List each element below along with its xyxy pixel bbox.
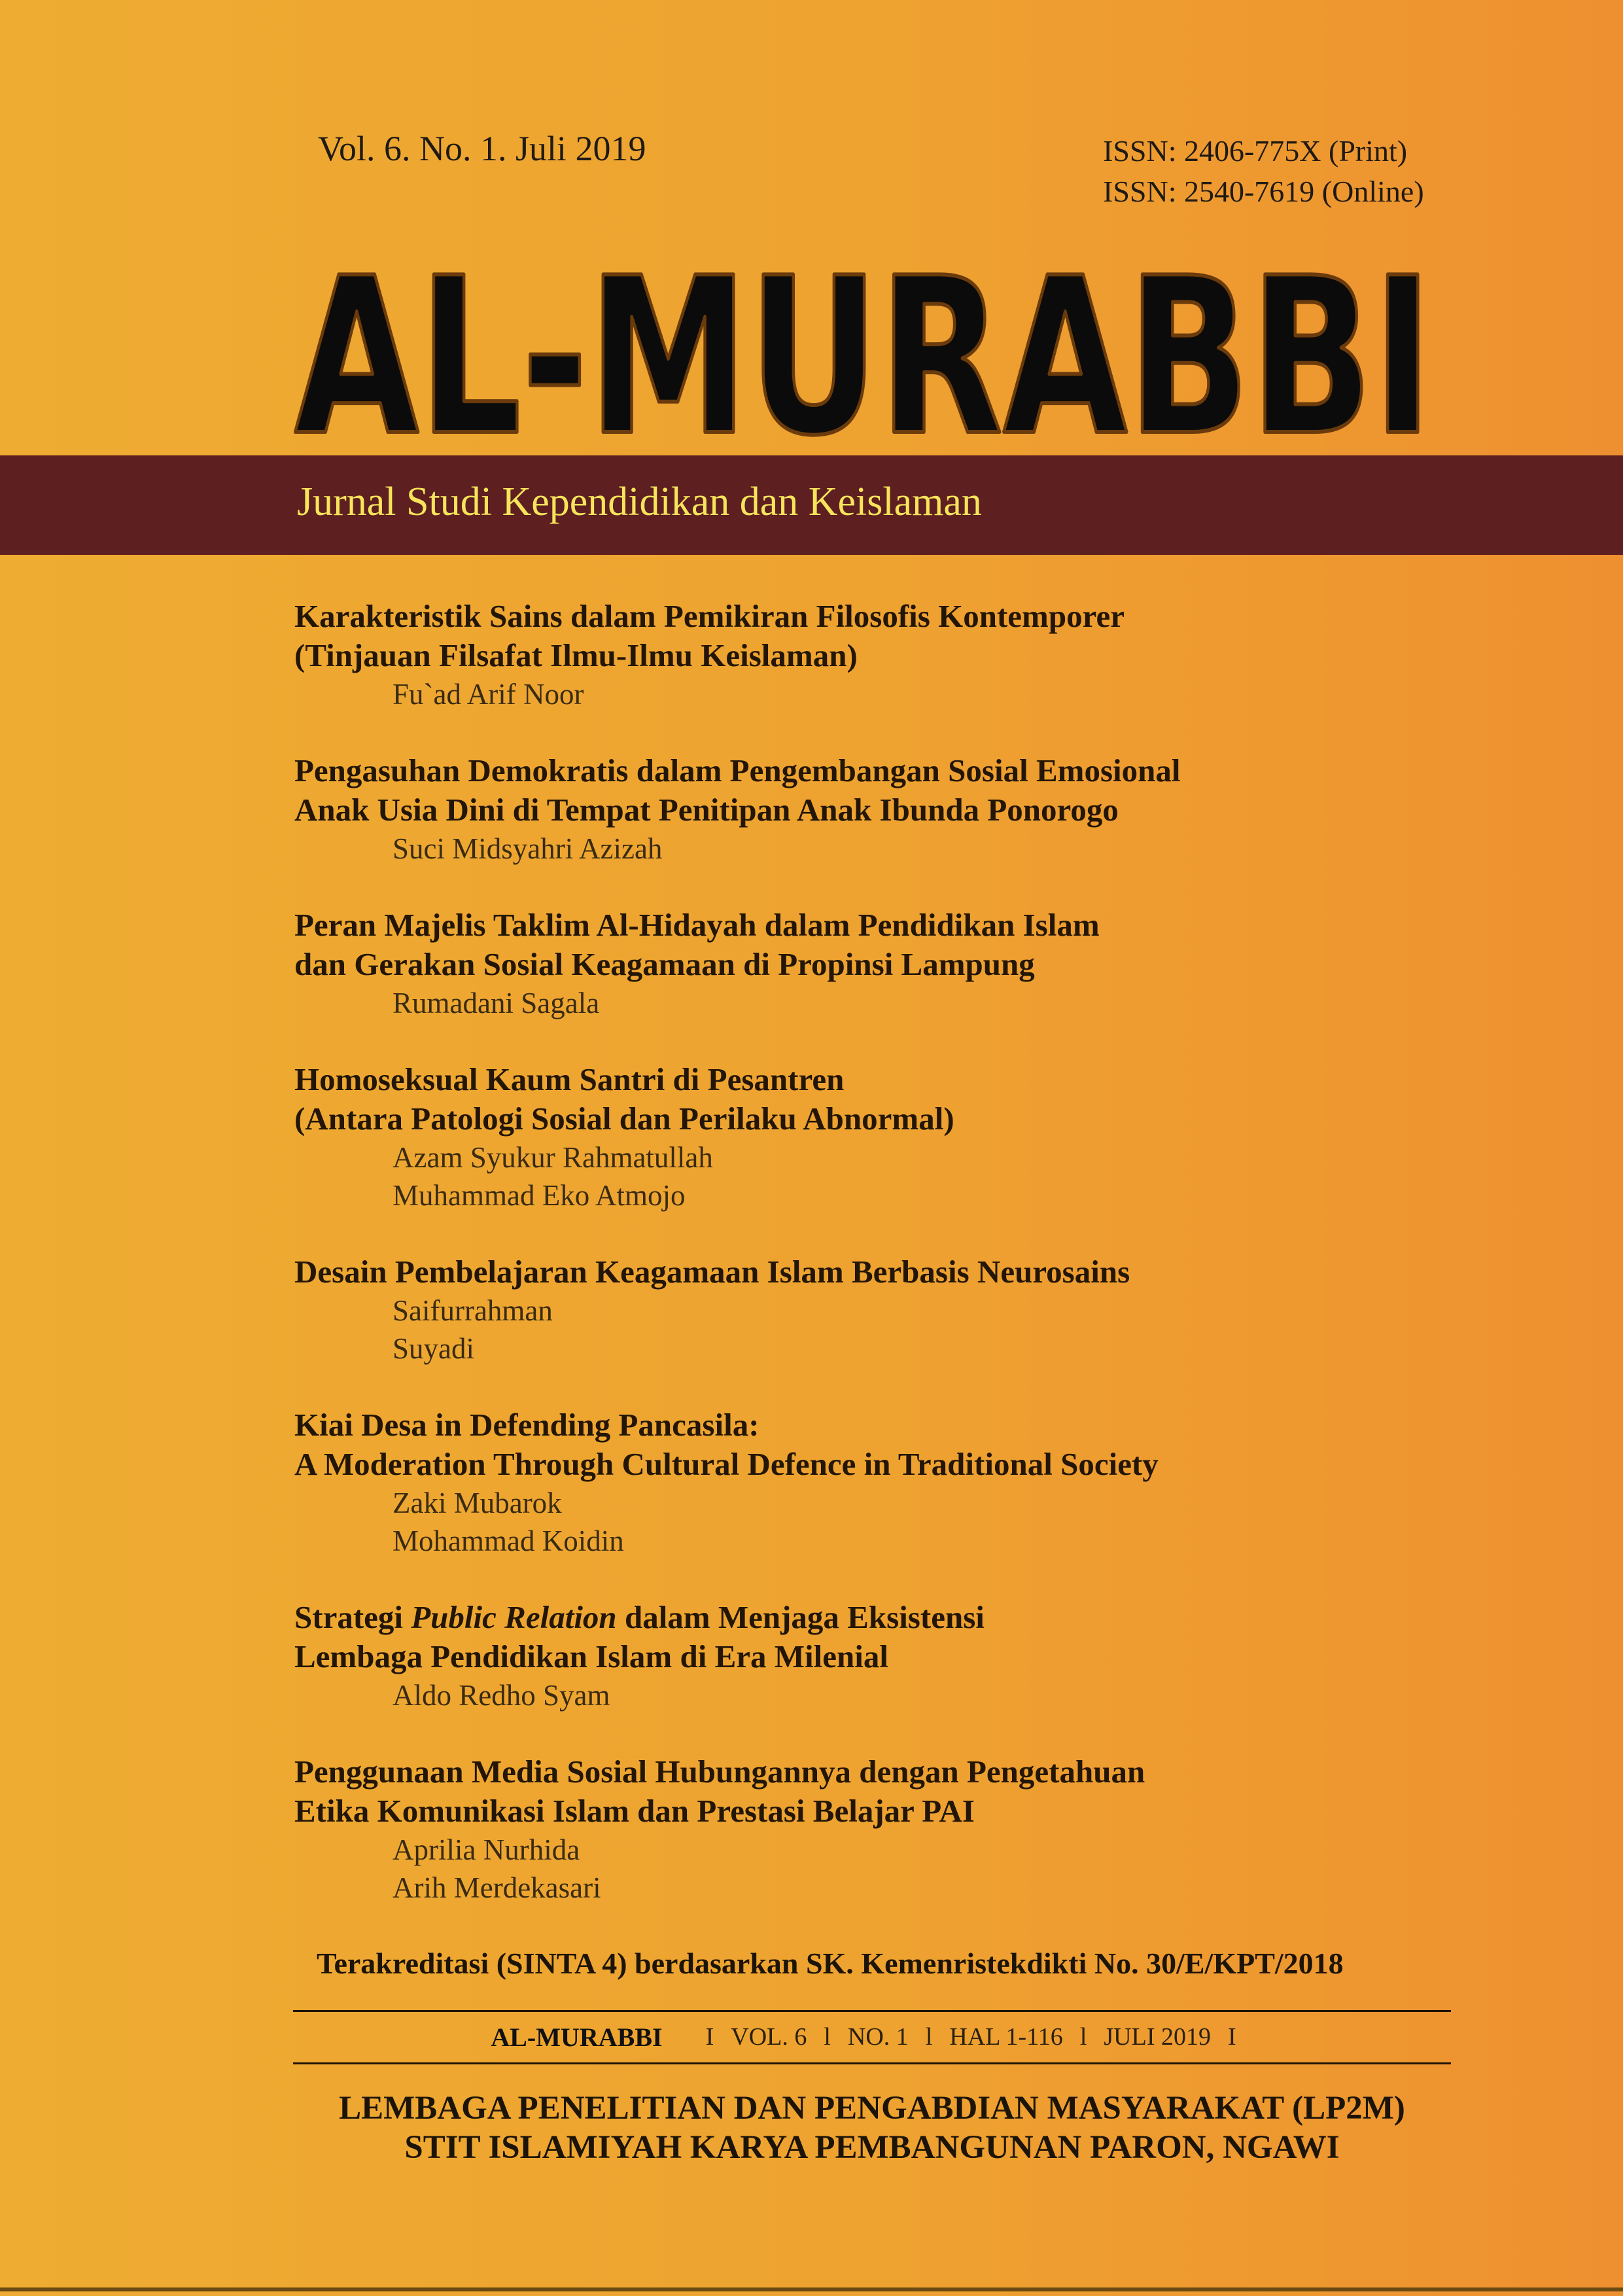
- article-title-line: Penggunaan Media Sosial Hubungannya dengan Pengetahuan: [294, 1754, 1145, 1790]
- issue-separator: l: [925, 2023, 933, 2051]
- issue-item: VOL. 6: [731, 2023, 807, 2051]
- article-entry: [294, 751, 1570, 868]
- issn-block: [1103, 131, 1424, 212]
- italic-phrase: Public Relation: [411, 1599, 617, 1635]
- article-entry: [294, 597, 1570, 713]
- journal-subtitle: Jurnal Studi Kependidikan dan Keislaman: [297, 480, 982, 524]
- article-entry: [294, 1752, 1570, 1907]
- publisher-line-2: STIT ISLAMIYAH KARYA PEMBANGUNAN PARON, NGAWI: [404, 2129, 1340, 2166]
- divider-bottom: [293, 2062, 1451, 2064]
- article-title-line: Etika Komunikasi Islam dan Prestasi Belajar PAI: [294, 1793, 975, 1829]
- article-title-line: Desain Pembelajaran Keagamaan Islam Berbasis Neurosains: [294, 1254, 1130, 1290]
- article-entry: [294, 1060, 1570, 1214]
- article-title-line: Homoseksual Kaum Santri di Pesantren: [294, 1061, 845, 1097]
- journal-name: AL-MURABBI: [294, 247, 1433, 444]
- article-author: Arih Merdekasari: [393, 1871, 601, 1904]
- article-entry: [294, 906, 1570, 1022]
- article-author: Rumadani Sagala: [393, 987, 600, 1019]
- article-title-line: (Tinjauan Filsafat Ilmu-Ilmu Keislaman): [294, 637, 858, 673]
- issn-online: ISSN: 2540-7619 (Online): [1103, 175, 1424, 208]
- issue-separator: l: [824, 2023, 831, 2051]
- article-title-line: A Moderation Through Cultural Defence in Traditional Society: [294, 1446, 1159, 1482]
- volume-info: Vol. 6. No. 1. Juli 2019: [318, 129, 646, 168]
- article-author: Mohammad Koidin: [393, 1525, 624, 1557]
- article-author: Zaki Mubarok: [393, 1487, 562, 1519]
- issn-print: ISSN: 2406-775X (Print): [1103, 134, 1408, 168]
- subtitle-band: [0, 455, 1623, 555]
- article-author: Azam Syukur Rahmatullah: [393, 1141, 713, 1174]
- issue-brand: AL-MURABBI: [491, 2022, 663, 2052]
- article-title-line: Strategi Public Relation dalam Menjaga Eksistensi: [294, 1599, 985, 1635]
- issue-item: HAL 1-116: [949, 2023, 1063, 2051]
- publisher-line-1: LEMBAGA PENELITIAN DAN PENGABDIAN MASYARAKAT (LP2M): [339, 2090, 1405, 2127]
- divider-top: [293, 2010, 1451, 2012]
- issue-separator: I: [1227, 2023, 1236, 2051]
- article-author: Suci Midsyahri Azizah: [393, 832, 663, 865]
- article-title-line: Karakteristik Sains dalam Pemikiran Filosofis Kontemporer: [294, 598, 1125, 634]
- issue-item: JULI 2019: [1104, 2023, 1211, 2051]
- article-title-line: (Antara Patologi Sosial dan Perilaku Abnormal): [294, 1101, 954, 1137]
- article-author: Aldo Redho Syam: [393, 1679, 610, 1712]
- article-entry: [294, 1405, 1570, 1560]
- article-author: Fu`ad Arif Noor: [393, 678, 584, 711]
- article-title-line: Pengasuhan Demokratis dalam Pengembangan Sosial Emosional: [294, 752, 1181, 788]
- accreditation-note: Terakreditasi (SINTA 4) berdasarkan SK. Kemenristekdikti No. 30/E/KPT/2018: [317, 1947, 1344, 1980]
- article-entry: [294, 1252, 1570, 1368]
- article-author: Saifurrahman: [393, 1294, 553, 1327]
- issue-separator: l: [1079, 2023, 1087, 2051]
- article-author: Aprilia Nurhida: [393, 1833, 580, 1866]
- article-title-line: dan Gerakan Sosial Keagamaan di Propinsi Lampung: [294, 946, 1035, 982]
- article-title-line: Anak Usia Dini di Tempat Penitipan Anak Ibunda Ponorogo: [294, 792, 1119, 828]
- masthead-svg: [288, 247, 1439, 444]
- journal-masthead: [288, 247, 1439, 444]
- bottom-edge: [0, 2287, 1623, 2291]
- article-title-line: Lembaga Pendidikan Islam di Era Milenial: [294, 1638, 888, 1674]
- issue-separator: I: [705, 2023, 714, 2051]
- table-of-contents: [294, 597, 1570, 1945]
- article-title-line: Peran Majelis Taklim Al-Hidayah dalam Pendidikan Islam: [294, 907, 1100, 943]
- article-title-line: Kiai Desa in Defending Pancasila:: [294, 1407, 759, 1443]
- issue-line: [293, 2019, 1451, 2055]
- article-author: Suyadi: [393, 1332, 475, 1365]
- article-entry: [294, 1598, 1570, 1714]
- issue-item: NO. 1: [847, 2023, 909, 2051]
- article-author: Muhammad Eko Atmojo: [393, 1179, 686, 1212]
- publisher-block: [293, 2089, 1451, 2167]
